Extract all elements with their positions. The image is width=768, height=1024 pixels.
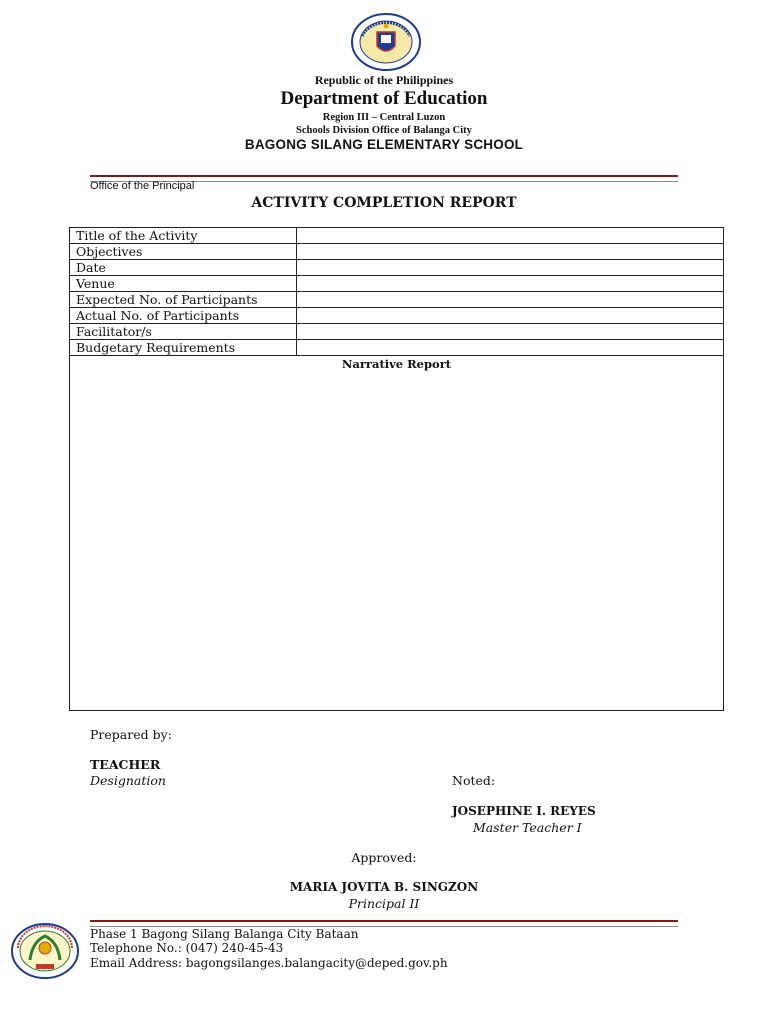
republic-line: Republic of the Philippines [314,73,454,87]
field-value-date[interactable] [297,260,724,276]
form-row-venue [70,276,723,292]
form-row-actual-participants [70,308,723,324]
form-row-objectives [70,244,723,260]
region-line: Region III – Central Luzon [322,112,446,123]
form-row-facilitators [70,324,723,340]
field-label: Date [70,260,297,276]
activity-form [69,227,724,711]
footer-address: Phase 1 Bagong Silang Balanga City Bataan [90,927,359,941]
field-value-expected-participants[interactable] [297,292,724,308]
school-logo [10,922,80,980]
division-line: Schools Division Office of Balanga City [296,125,472,136]
form-row-expected-participants [70,292,723,308]
form-fields-table [70,228,723,356]
office-label: Office of the Principal [90,180,195,192]
field-value-budget[interactable] [297,340,724,356]
narrative-report-heading: Narrative Report [341,357,452,371]
field-value-title[interactable] [297,228,724,244]
field-label: Venue [70,276,297,292]
school-name: BAGONG SILANG ELEMENTARY SCHOOL [244,137,524,152]
form-row-budget [70,340,723,356]
approved-name: MARIA JOVITA B. SINGZON [289,880,479,894]
field-label: Budgetary Requirements [70,340,297,356]
approved-label: Approved: [351,850,417,865]
field-label: Title of the Activity [70,228,297,244]
form-row-title [70,228,723,244]
field-value-facilitators[interactable] [297,324,724,340]
footer-telephone: Telephone No.: (047) 240-45-43 [90,941,284,955]
approved-title: Principal II [348,896,420,911]
field-value-venue[interactable] [297,276,724,292]
noted-label: Noted: [452,773,496,788]
field-label: Actual No. of Participants [70,308,297,324]
prepared-by-label: Prepared by: [90,727,172,742]
department-title: Department of Education [280,88,488,109]
field-value-objectives[interactable] [297,244,724,260]
report-title: ACTIVITY COMPLETION REPORT [251,195,517,211]
deped-seal-logo [350,12,422,72]
field-label: Facilitator/s [70,324,297,340]
footer-email[interactable]: Email Address: bagongsilanges.balangacity@deped.gov.ph [90,956,448,970]
preparer-name: TEACHER [90,757,161,772]
field-label: Objectives [70,244,297,260]
noted-name: JOSEPHINE I. REYES [452,804,596,818]
field-value-actual-participants[interactable] [297,308,724,324]
form-row-date [70,260,723,276]
field-label: Expected No. of Participants [70,292,297,308]
noted-title: Master Teacher I [473,820,582,835]
preparer-designation: Designation [90,773,166,788]
footer-divider [90,920,678,927]
